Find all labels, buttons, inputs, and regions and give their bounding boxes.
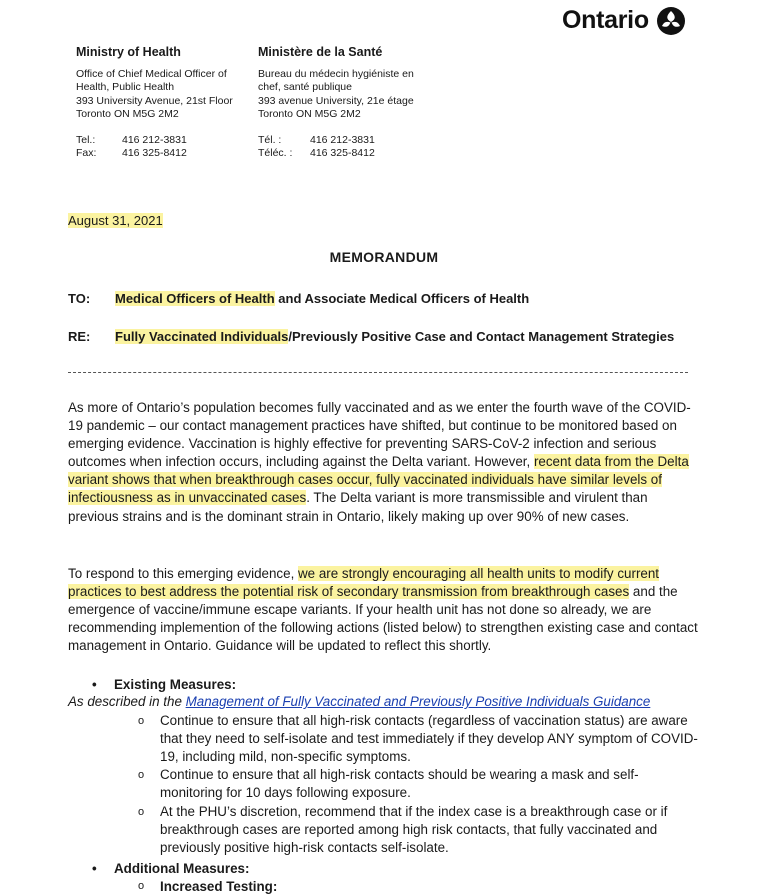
to-recipients: Medical Officers of Health and Associate Medical Officers of Health [115,291,530,306]
memo-date: August 31, 2021 [68,213,163,228]
bullet-icon: • [92,677,97,692]
office-line: Health, Public Health [76,81,175,94]
ministry-name-fr: Ministère de la Santé [258,45,383,59]
fax-number: 416 325-8412 [310,147,375,160]
letterhead-french [258,46,458,160]
sub-bullet-icon: o [138,805,145,818]
tel-label: Tél. : [258,134,282,147]
tel-number: 416 212-3831 [122,134,187,147]
ontario-logo [562,6,685,35]
increased-testing-heading: o Increased Testing: [138,879,278,894]
office-line: Toronto ON M5G 2M2 [76,107,179,120]
to-line [68,291,529,306]
contact-numbers-fr [258,134,458,160]
dashed-divider [68,372,688,373]
letterhead-english [76,46,256,160]
re-subject: Fully Vaccinated Individuals/Previously Positive Case and Contact Management Strategies [115,329,675,344]
existing-measures-intro: As described in the Management of Fully Vaccinated and Previously Positive Individuals Guidance [68,694,651,709]
fax-label: Fax: [76,147,97,160]
guidance-link[interactable]: Management of Fully Vaccinated and Previously Positive Individuals Guidance [185,694,651,709]
office-line: Toronto ON M5G 2M2 [258,107,361,120]
fax-label: Téléc. : [258,147,293,160]
tel-number: 416 212-3831 [310,134,375,147]
sub-bullet-icon: o [138,880,145,892]
to-label: TO: [68,291,91,306]
re-line [68,329,674,344]
ministry-name-en: Ministry of Health [76,45,181,59]
memo-title: MEMORANDUM [329,249,439,265]
office-line: Bureau du médecin hygiéniste en [258,68,414,81]
paragraph-response: To respond to this emerging evidence, we are strongly encouraging all health units to modify current practices to best address the potential risk of secondary transmission from breakthrough cases and the emergence of vaccine/immune escape variants. If your health unit has not done so already, we are recommending implemention of the following actions (listed below) to strengthen existing case and contact management in Ontario. Guidance will be updated to reflect this shortly. [68,566,698,654]
paragraph-context: As more of Ontario’s population becomes fully vaccinated and as we enter the fourth wave of the COVID-19 pandemic – our contact management practices have shifted, but continue to be monitored based on emerging evidence. Vaccination is highly effective for preventing SARS-CoV-2 infection and serious outcomes when infection occurs, including against the Delta variant. However, recent data from the Delta variant shows that when breakthrough cases occur, fully vaccinated individuals have similar levels of infectiousness as in unvaccinated cases. The Delta variant is more transmissible and virulent than previous strains and is the dominant strain in Ontario, likely making up over 90% of new cases. [68,400,691,524]
existing-measures-heading: • Existing Measures: [92,677,237,692]
existing-measures-list [138,712,698,857]
ontario-wordmark: Ontario [562,6,649,34]
office-line: 393 University Avenue, 21st Floor [76,94,233,107]
list-item: o At the PHU’s discretion, recommend that if the index case is a breakthrough case or if breakthrough cases are reported among high risk contacts, that fully vaccinated and previously positive high-risk contacts self-isolate. [138,803,668,855]
additional-measures-heading: • Additional Measures: [92,861,250,876]
sub-bullet-icon: o [138,769,145,782]
trillium-logo-icon [657,7,685,35]
list-item: o Continue to ensure that all high-risk contacts (regardless of vaccination status) are aware that they need to self-isolate and test immediately if they develop ANY symptom of COVID-19, including mild, non-specific symptoms. [138,713,698,764]
office-line: Office of Chief Medical Officer of [76,68,227,81]
sub-bullet-icon: o [138,715,145,727]
office-line: 393 avenue University, 21e étage [258,94,414,107]
office-line: chef, santé publique [258,81,352,94]
list-item: o Continue to ensure that all high-risk contacts should be wearing a mask and self-monitoring for 10 days following exposure. [138,767,639,801]
tel-label: Tel.: [76,134,96,147]
fax-number: 416 325-8412 [122,147,187,160]
contact-numbers-en [76,134,256,160]
re-label: RE: [68,329,91,344]
bullet-icon: • [92,861,97,876]
